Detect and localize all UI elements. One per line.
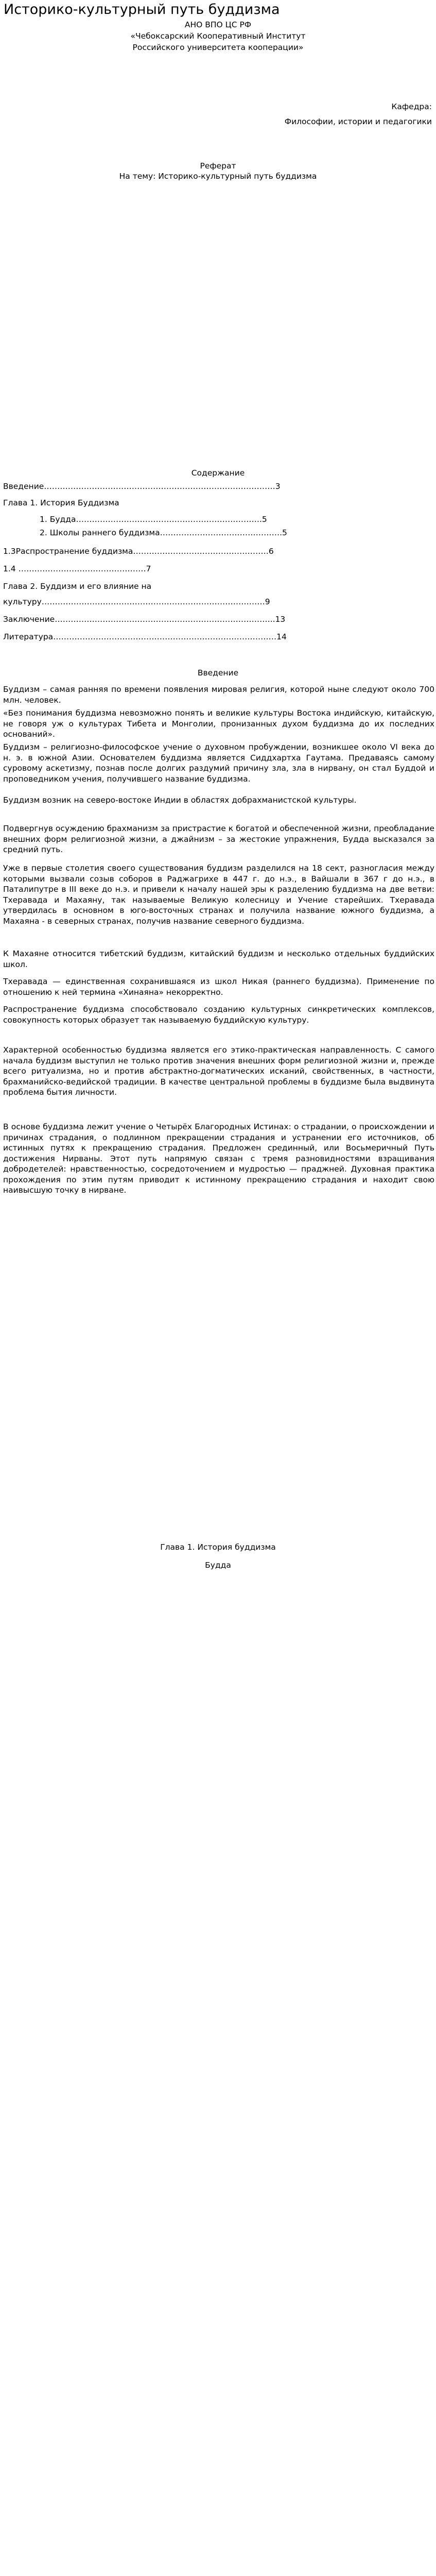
essay-topic: На тему: Историко-культурный путь буддизма [119,172,317,181]
intro-paragraph: Подвергнув осуждению брахманизм за пристрастие к богатой и обеспеченной жизни, преобладание внешних форм религиозной жизни, а джайнизм – за жестокие упражнения, Будда высказался за средний путь. [3,824,434,854]
intro-paragraph: Буддизм – религиозно-философское учение о духовном пробуждении, возникшее около VI века до н. э. в южной Азии. Основателем буддизма является Сиддхартха Гаутама. Предаваясь самому суровому аскетизму, познав после долгих раздумий причину зла, зла в нирвану, он стал Буддой и проповедником учения, получившего название буддизма. [3,742,434,784]
intro-paragraph: Характерной особенностью буддизма является его этико-практическая направленность. С самого начала буддизм выступил не только против значения внешних форм религиозной жизни и, прежде всего ритуализма, но и против абстрактно-догматических исканий, свойственных, в частности, брахманийско-ведийской традиции. В качестве центральной проблемы в буддизме была выдвинута проблема бытия личности. [3,1045,434,1097]
toc-item: 1. Будда…………………………………………………………….5 [40,515,267,524]
chapter1-heading: Глава 1. История буддизма [160,1543,276,1552]
intro-paragraph: К Махаяне относится тибетский буддизм, китайский буддизм и несколько отдельных буддийских школ. [3,949,434,969]
chapter1-subheading: Будда [205,1561,231,1570]
toc-item: культуру…………………………………………………………………………9 [3,597,270,606]
document-title: Историко-культурный путь буддизма [4,2,280,18]
chair-value: Философии, истории и педагогики [284,117,432,126]
chair-label: Кафедра: [391,102,432,111]
intro-paragraph: Уже в первые столетия своего существования буддизм разделился на 18 сект, разногласия между которыми вызвали созыв соборов в Раджагрихе в 447 г. до н.э., в Вайшали в 367 г до н.э., в Паталипутре в III веке до н.э. и привели к началу нашей эры к разделению буддизма на две ветви: Тхеравада и Махаяну, так называемые Великую колесницу и Учение старейших. Тхеравада утвердилась в основном в юго-восточных странах и получила название южного буддизма, а Махаяна - в северных странах, получив название северного буддизма. [3,863,434,926]
toc-item: Заключение………………………………………………………………………..13 [3,615,286,624]
toc-item: Введение……………………………………………………………………………3 [3,482,281,491]
essay-type: Реферат [200,161,236,171]
toc-heading: Содержание [191,468,245,478]
toc-item: 1.3Распространение буддизма……………………………………………6 [3,547,274,556]
intro-paragraph: «Без понимания буддизма невозможно понять и великие культуры Востока индийскую, китайскую, не говоря уж о культурах Тибета и Монголии, пронизанных духом буддизма до их последних оснований». [3,708,434,739]
intro-paragraph: Буддизм возник на северо-востоке Индии в областях добрахманистской культуры. [3,795,357,805]
institute-name: «Чебоксарский Кооперативный Институт [130,31,306,41]
toc-item: Глава 2. Буддизм и его влияние на [3,582,152,591]
intro-paragraph: В основе буддизма лежит учение о Четырёх Благородных Истинах: о страдании, о происхождении и причинах страдания, о подлинном прекращении страдания и устранении его источников, об истинных путях к прекращению страдания. Предложен срединный, или Восьмеричный Путь достижения Нирваны. Этот путь напрямую связан с тремя разновидностями взращивания добродетелей: нравственностью, сосредоточением и мудростью — праджней. Духовная практика прохождения по этим путям приводит к истинному прекращению страдания и находит свою наивысшую точку в нирване. [3,1122,434,1195]
intro-heading: Введение [197,668,239,677]
toc-item: Глава 1. История Буддизма [3,498,119,507]
toc-item: 2. Школы раннего буддизма……………………………………….5 [40,528,287,537]
toc-item: 1.4 …………………………………………7 [3,564,151,573]
intro-paragraph: Тхеравада — единственная сохранившаяся из школ Никая (раннего буддизма). Применение по отношению к ней термина «Хинаяна» некорректно. [3,977,434,997]
university-name: Российского университета кооперации» [132,43,304,52]
toc-item: Литература…………………………………………………………………………14 [3,632,287,641]
intro-paragraph: Буддизм – самая ранняя по времени появления мировая религия, которой ныне следуют около 700 млн. человек. [3,685,434,705]
org-name: АНО ВПО ЦС РФ [184,20,252,29]
intro-paragraph: Распространение буддизма способствовало созданию культурных синкретических комплексов, совокупность которых образует так называемую буддийскую культуру. [3,1005,434,1025]
